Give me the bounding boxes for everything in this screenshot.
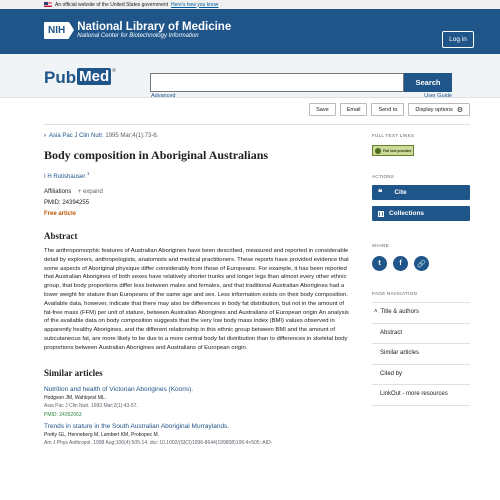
similar-article-title[interactable]: Nutrition and health of Victorian Aborigines (Kooris). <box>44 385 194 393</box>
expand-toggle[interactable] <box>78 189 103 195</box>
share-heading: SHARE <box>372 243 390 248</box>
similar-article-citation: Am J Phys Anthropol. 1998 Aug;106(4):505-14. doi: 10.1002/(SICI)1096-8644(199808)106:4<505::AID- <box>44 439 273 446</box>
similar-articles-heading: Similar articles <box>44 367 103 378</box>
full-text-provider-label: Full text provider <box>383 148 412 153</box>
facebook-icon[interactable]: f <box>393 256 408 271</box>
collections-button[interactable] <box>372 206 470 221</box>
journal-link[interactable]: Asia Pac J Clin Nutr <box>49 133 103 139</box>
affiliations-label: Affiliations <box>44 189 72 195</box>
save-button[interactable]: Save <box>309 103 336 116</box>
plus-icon: + <box>77 189 84 195</box>
article-main <box>44 133 349 451</box>
actions-heading: ACTIONS <box>372 174 395 179</box>
share-buttons <box>372 256 470 271</box>
article-title: Body composition in Aboriginal Australians <box>44 148 269 162</box>
similar-article-citation: Asia Pac J Clin Nutr. 1993 Mar;2(1):43-57. <box>44 402 138 409</box>
user-guide-link[interactable]: User Guide <box>424 93 452 99</box>
nav-item-similar-articles[interactable]: Similar articles <box>372 344 470 365</box>
similar-article-authors: Hodgson JM, Wahlqvist ML. <box>44 394 107 401</box>
permalink-icon[interactable]: 🔗 <box>414 256 429 271</box>
author-affiliation-ref[interactable]: 1 <box>87 171 90 176</box>
quote-icon: ❝ <box>378 188 383 197</box>
chevron-right-icon: › <box>44 133 46 139</box>
display-options-button[interactable] <box>408 103 470 116</box>
full-text-links-heading: FULL TEXT LINKS <box>372 133 415 138</box>
heres-how-you-know-link[interactable]: Here's how you know <box>171 1 219 8</box>
registered-mark: ® <box>112 68 116 74</box>
author-list <box>44 171 349 180</box>
similar-article-title[interactable]: Trends in stature in the South Australian Aboriginal Murraylands. <box>44 422 230 430</box>
search-region <box>0 54 500 98</box>
divider <box>44 124 470 125</box>
nih-header <box>0 9 500 54</box>
gear-icon: ⚙ <box>456 106 463 114</box>
pubmed-logo-pub: Pub <box>44 68 77 87</box>
similar-article-authors: Pretty GL, Henneberg M, Lambert KM, Prokopec M. <box>44 431 160 438</box>
email-button[interactable]: Email <box>340 103 368 116</box>
us-flag-icon <box>44 2 52 7</box>
abstract-text: The anthropomorphic features of Australian Aborigines have been described, measured and reported in considerable detail by explorers, anthropologists, anatomists and medical practitioners. These reports have provided evidence that some aspects of Aboriginal physique differ considerably from those of Europeans. For example, it has been reported that Australian Aborigines of both sexes have relatively shorter trunks and longer legs than almost every other ethnic group, that body proportions differ less between males and females, and that traditional Australian Aborigines had a lower weight for stature than Europeans of the same age and sex. Less information exists on their body composition. Available data, however, indicate that there may also be differences in body fat distribution, but not in the amount of fat-free mass (FFM) per unit of stature, between Australian Aborigines and Australians of European origin An analysis of the available data on body composition suggests that the very low body mass index (BMI) values observed in apparently healthy Aborigines, and the different relationship in this ethnic group between BMI and the amount of subcutaneous fat, are more likely to be due to a more central body fat distribution than to differences in skeletal body proportions between Australian Aborigines and Australians of European origin. <box>44 248 349 351</box>
nlm-logo[interactable] <box>44 21 231 39</box>
bookmark-icon: ▮ <box>379 211 383 217</box>
list-item <box>44 386 349 418</box>
similar-article-pmid: PMID: 24352063 <box>44 411 82 418</box>
nav-item-cited-by[interactable]: Cited by <box>372 365 470 386</box>
nih-badge: NIH <box>44 22 69 39</box>
page-navigation-list <box>372 302 470 406</box>
nav-item-abstract[interactable]: Abstract <box>372 324 470 345</box>
pubmed-logo[interactable] <box>44 68 116 88</box>
gov-banner <box>0 0 500 9</box>
gov-banner-text: An official website of the United States government <box>55 1 169 8</box>
free-article-badge: Free article <box>44 211 77 217</box>
nlm-title: National Library of Medicine <box>77 21 232 33</box>
collections-label: Collections <box>389 210 425 217</box>
twitter-icon[interactable]: t <box>372 256 387 271</box>
display-options-label: Display options <box>415 106 453 113</box>
ncbi-subtitle: National Center for Biotechnology Information <box>77 33 199 39</box>
nav-item-label: Title & authors <box>380 309 419 315</box>
search-input[interactable] <box>150 73 404 92</box>
nav-item-title-authors[interactable] <box>372 303 470 324</box>
expand-label: expand <box>83 189 103 195</box>
affiliations-toggle[interactable] <box>44 189 349 195</box>
citation-details: . 1995 Mar;4(1):73-6. <box>102 133 159 139</box>
nav-item-linkout[interactable]: LinkOut - more resources <box>372 385 470 406</box>
sidebar <box>372 133 470 406</box>
cite-button[interactable] <box>372 185 470 200</box>
list-item <box>44 423 349 446</box>
pmid: PMID: 24394255 <box>44 200 90 206</box>
chevron-up-icon: ˄ <box>374 309 378 315</box>
action-bar <box>309 103 470 116</box>
author-link[interactable]: I H Rutishauser <box>44 174 86 180</box>
pubmed-logo-med: Med <box>79 68 110 85</box>
page-navigation-heading: PAGE NAVIGATION <box>372 291 418 296</box>
search-button[interactable]: Search <box>404 73 452 92</box>
full-text-provider-link[interactable] <box>372 145 414 156</box>
advanced-search-link[interactable]: Advanced <box>151 93 176 99</box>
login-button[interactable]: Log in <box>442 31 474 48</box>
similar-articles-list <box>44 386 349 446</box>
abstract-heading: Abstract <box>44 231 78 241</box>
provider-logo-icon <box>375 148 381 154</box>
send-to-button[interactable]: Send to <box>371 103 404 116</box>
journal-citation <box>44 133 349 139</box>
cite-label: Cite <box>394 189 407 196</box>
